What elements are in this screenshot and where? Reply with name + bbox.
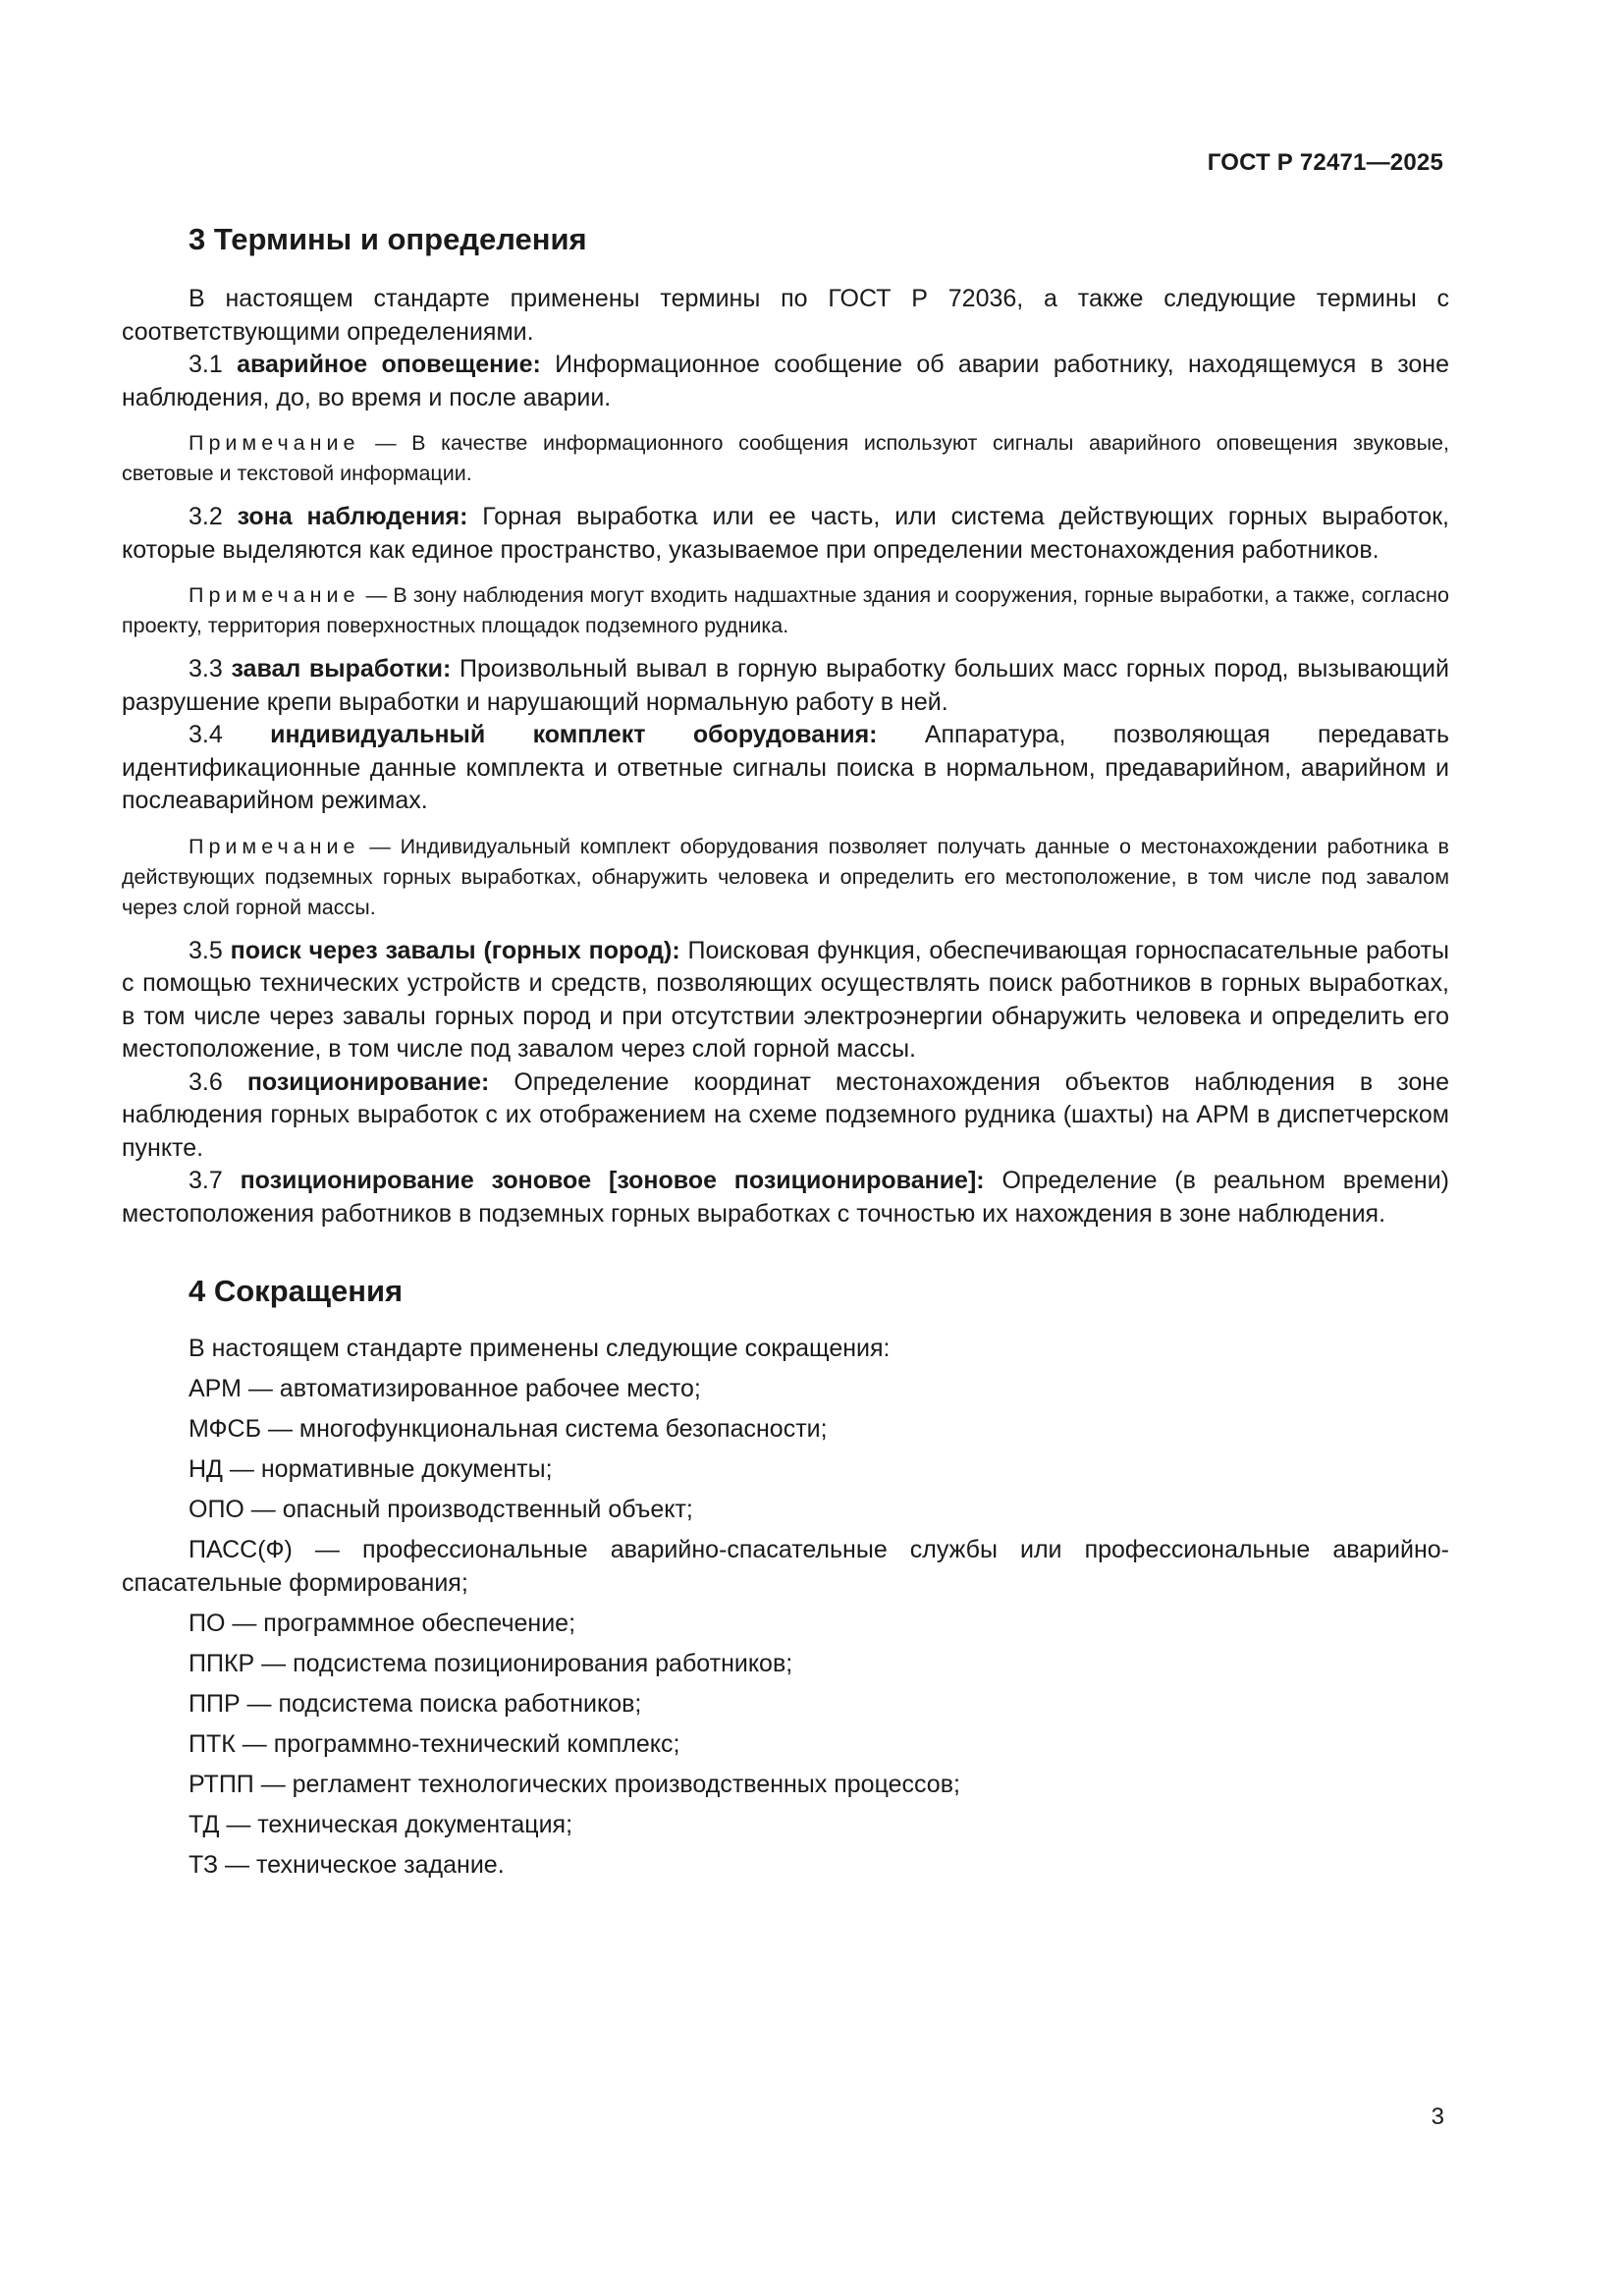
term-name: поиск через завалы (горных пород): [230, 936, 680, 964]
abbreviation-item: ППКР — подсистема позиционирования работников; [189, 1649, 793, 1677]
term-definition: Горная выработка или ее часть, или система действующих горных выработок, которые выделяются как единое пространство, указываемое при определении местонахождения работников. [122, 503, 1450, 564]
term-number: 3.2 [189, 503, 223, 530]
document-code: ГОСТ Р 72471—2025 [1207, 149, 1443, 176]
term-3-3 [122, 653, 1449, 719]
term-definition: Определение (в реальном времени) местоположения работников в подземных горных выработках с точностью их нахождения в зоне наблюдения. [122, 1167, 1450, 1228]
term-number: 3.3 [189, 655, 223, 683]
term-3-6 [122, 1066, 1449, 1166]
note-3-2 [122, 580, 1449, 641]
term-3-1 [122, 349, 1449, 414]
term-number: 3.5 [189, 936, 223, 964]
abbreviation-item: НД — нормативные документы; [189, 1455, 553, 1483]
term-definition: Информационное сообщение об аварии работнику, находящемуся в зоне наблюдения, до, во время и после аварии. [122, 351, 1449, 411]
abbreviation-item: ППР — подсистема поиска работников; [189, 1689, 642, 1718]
term-number: 3.4 [189, 721, 223, 748]
section-3-title: 3 Термины и определения [189, 222, 587, 256]
term-definition: Произвольный вывал в горную выработку больших масс горных пород, вызывающий разрушение крепи выработки и нарушающий нормальную работу в ней. [122, 655, 1449, 716]
term-definition: Поисковая функция, обеспечивающая горноспасательные работы с помощью технических устройств и средств, позволяющих осуществлять поиск работников в горных выработках, в том числе через завалы горных пород и при отсутствии электроэнергии обнаружить человека и определить его местоположение, в том числе под завалом через слой горной массы. [122, 936, 1450, 1063]
page-number: 3 [1431, 2104, 1444, 2130]
term-name: индивидуальный комплект оборудования: [270, 721, 878, 748]
abbreviation-item: АРМ — автоматизированное рабочее место; [189, 1375, 701, 1402]
section-4-title: 4 Сокращения [189, 1274, 404, 1308]
term-3-4 [122, 719, 1449, 818]
note-label: Примечание [189, 431, 360, 455]
term-name: позиционирование: [246, 1067, 490, 1096]
abbreviation-item: ТЗ — техническое задание. [189, 1850, 505, 1879]
term-3-7 [122, 1165, 1449, 1230]
section-3-intro: В настоящем стандарте применены термины по ГОСТ Р 72036, а также следующие термины с соответствующими определениями. [122, 285, 1449, 346]
note-text: — В зону наблюдения могут входить надшахтные здания и сооружения, горные выработки, а также, согласно проекту, территория поверхностных площадок подземного рудника. [122, 583, 1449, 637]
note-text: — В качестве информационного сообщения используют сигналы аварийного оповещения звуковые, световые и текстовой информации. [122, 431, 1449, 485]
note-label: Примечание [189, 583, 360, 607]
term-definition: Определение координат местонахождения объектов наблюдения в зоне наблюдения горных выработок с их отображением на схеме подземного рудника (шахты) на АРМ в диспетчерском пункте. [122, 1067, 1449, 1162]
term-number: 3.7 [189, 1167, 223, 1194]
term-number: 3.6 [189, 1067, 223, 1096]
abbreviation-item: ПТК — программно-технический комплекс; [189, 1729, 680, 1758]
abbreviation-item: МФСБ — многофункциональная система безопасности; [189, 1415, 828, 1443]
note-label: Примечание [189, 834, 360, 858]
term-3-2 [122, 501, 1449, 567]
note-3-1 [122, 428, 1449, 489]
term-name: аварийное оповещение: [237, 351, 541, 378]
term-name: зона наблюдения: [237, 503, 468, 530]
note-3-4 [122, 832, 1449, 923]
page-content [122, 222, 1449, 1889]
abbreviation-item: ПАСС(Ф) — профессиональные аварийно-спасательные службы или профессиональные аварийно-спасательные формирования; [122, 1536, 1449, 1597]
section-4-intro: В настоящем стандарте применены следующие сокращения: [189, 1335, 891, 1362]
term-definition: Аппаратура, позволяющая передавать идентификационные данные комплекта и ответные сигналы поиска в нормальном, предаварийном, аварийном и послеаварийном режимах. [122, 721, 1449, 814]
abbreviation-item: ПО — программное обеспечение; [189, 1609, 576, 1637]
term-number: 3.1 [189, 351, 223, 378]
term-name: завал выработки: [231, 655, 452, 683]
abbreviation-item: ОПО — опасный производственный объект; [189, 1496, 693, 1523]
abbreviation-item: ТД — техническая документация; [189, 1810, 573, 1838]
note-text: — Индивидуальный комплект оборудования позволяет получать данные о местонахождении работника в действующих подземных горных выработках, обнаружить человека и определить его местоположение, в том числе под завалом через слой горной массы. [122, 834, 1449, 919]
abbreviation-item: РТПП — регламент технологических производственных процессов; [189, 1770, 960, 1798]
term-3-5 [122, 935, 1449, 1066]
term-name: позиционирование зоновое [зоновое позиционирование]: [240, 1167, 985, 1194]
